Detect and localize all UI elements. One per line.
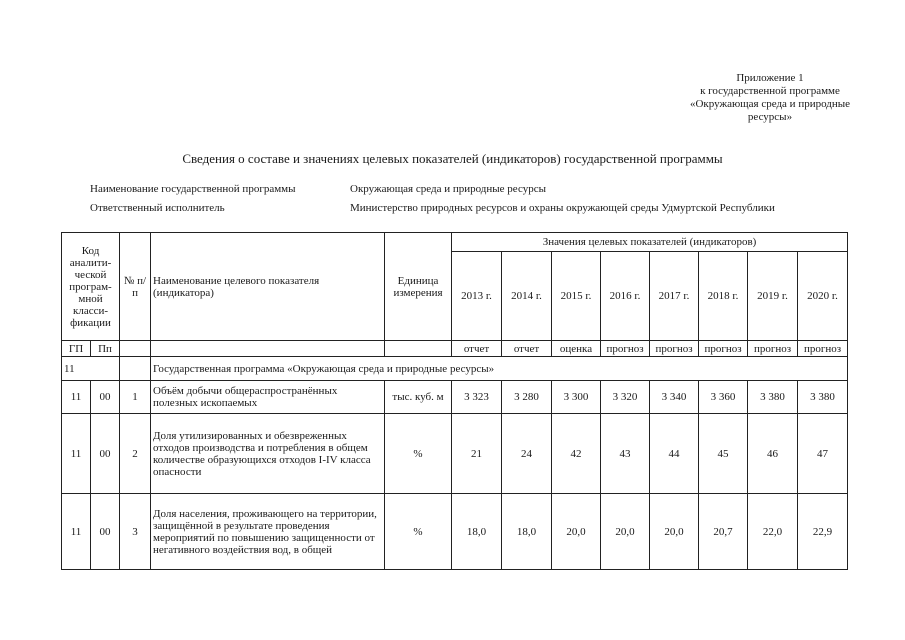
row-value: 3 280 (502, 381, 552, 414)
row-unit: % (385, 494, 452, 570)
row-value: 44 (650, 414, 699, 494)
appendix-line-2: к государственной программе (700, 85, 840, 97)
row-gp: 11 (62, 414, 91, 494)
row-pp: 00 (91, 381, 120, 414)
program-name-value: Окружающая среда и природные ресурсы (350, 183, 546, 195)
header-code: Код аналити-ческой програм-мной класси-фикации (62, 233, 120, 341)
document-title: Сведения о составе и значениях целевых показателей (индикаторов) государственной программы (182, 151, 723, 166)
header-name: Наименование целевого показателя (индикатора) (151, 233, 385, 341)
empty-cell (120, 341, 151, 357)
row-value: 18,0 (452, 494, 502, 570)
row-unit: % (385, 414, 452, 494)
row-value: 3 380 (748, 381, 798, 414)
header-pp: Пп (91, 341, 120, 357)
row-value: 18,0 (502, 494, 552, 570)
appendix-line-3: «Окружающая среда и природные (689, 98, 851, 110)
row-value: 3 340 (650, 381, 699, 414)
program-name-label: Наименование государственной программы (90, 183, 296, 195)
row-value: 3 360 (699, 381, 748, 414)
row-value: 20,0 (552, 494, 601, 570)
program-name-row (90, 183, 546, 195)
status-header: оценка (552, 341, 601, 357)
year-header: 2013 г. (452, 252, 502, 341)
row-value: 3 320 (601, 381, 650, 414)
row-num: 3 (120, 494, 151, 570)
row-value: 20,0 (601, 494, 650, 570)
row-value: 47 (798, 414, 848, 494)
empty-cell (385, 341, 452, 357)
row-value: 24 (502, 414, 552, 494)
executor-row (90, 202, 775, 214)
row-num: 2 (120, 414, 151, 494)
row-value: 3 300 (552, 381, 601, 414)
row-pp: 00 (91, 414, 120, 494)
header-gp: ГП (62, 341, 91, 357)
appendix-header (675, 72, 865, 124)
row-value: 42 (552, 414, 601, 494)
year-header: 2017 г. (650, 252, 699, 341)
row-indicator-name: Доля утилизированных и обезвреженных отходов производства и потребления в общем количестве образующихся отходов I-IV класса опасности (151, 414, 385, 494)
program-row-name: Государственная программа «Окружающая среда и природные ресурсы» (151, 357, 848, 381)
status-header: прогноз (601, 341, 650, 357)
program-row-gp: 11 (62, 357, 120, 381)
year-header: 2019 г. (748, 252, 798, 341)
table-row (62, 381, 848, 414)
year-header: 2018 г. (699, 252, 748, 341)
table-row (62, 494, 848, 570)
status-header: прогноз (650, 341, 699, 357)
row-unit: тыс. куб. м (385, 381, 452, 414)
row-value: 45 (699, 414, 748, 494)
row-value: 3 323 (452, 381, 502, 414)
year-header: 2020 г. (798, 252, 848, 341)
row-indicator-name: Доля населения, проживающего на территории, защищённой в результате проведения мероприятий по повышению защищенности от негативного воздействия вод, в общей (151, 494, 385, 570)
status-header: прогноз (748, 341, 798, 357)
row-value: 20,7 (699, 494, 748, 570)
status-header: прогноз (798, 341, 848, 357)
status-header: отчет (502, 341, 552, 357)
year-header: 2015 г. (552, 252, 601, 341)
header-num: № п/п (120, 233, 151, 341)
row-value: 22,0 (748, 494, 798, 570)
header-unit: Единица измерения (385, 233, 452, 341)
empty-cell (120, 357, 151, 381)
row-value: 3 380 (798, 381, 848, 414)
row-indicator-name: Объём добычи общераспространённых полезных ископаемых (151, 381, 385, 414)
status-header: прогноз (699, 341, 748, 357)
row-gp: 11 (62, 494, 91, 570)
appendix-line-1: Приложение 1 (736, 72, 804, 84)
empty-cell (151, 341, 385, 357)
row-value: 22,9 (798, 494, 848, 570)
indicators-table (61, 232, 848, 570)
row-num: 1 (120, 381, 151, 414)
status-header: отчет (452, 341, 502, 357)
row-value: 21 (452, 414, 502, 494)
program-row (62, 357, 848, 381)
year-header: 2014 г. (502, 252, 552, 341)
row-gp: 11 (62, 381, 91, 414)
table-row (62, 414, 848, 494)
executor-value: Министерство природных ресурсов и охраны окружающей среды Удмуртской Республики (350, 202, 775, 214)
appendix-line-4: ресурсы» (747, 111, 793, 123)
header-values-group: Значения целевых показателей (индикаторов) (452, 233, 848, 252)
executor-label: Ответственный исполнитель (90, 202, 225, 214)
row-value: 20,0 (650, 494, 699, 570)
row-pp: 00 (91, 494, 120, 570)
row-value: 46 (748, 414, 798, 494)
year-header: 2016 г. (601, 252, 650, 341)
row-value: 43 (601, 414, 650, 494)
